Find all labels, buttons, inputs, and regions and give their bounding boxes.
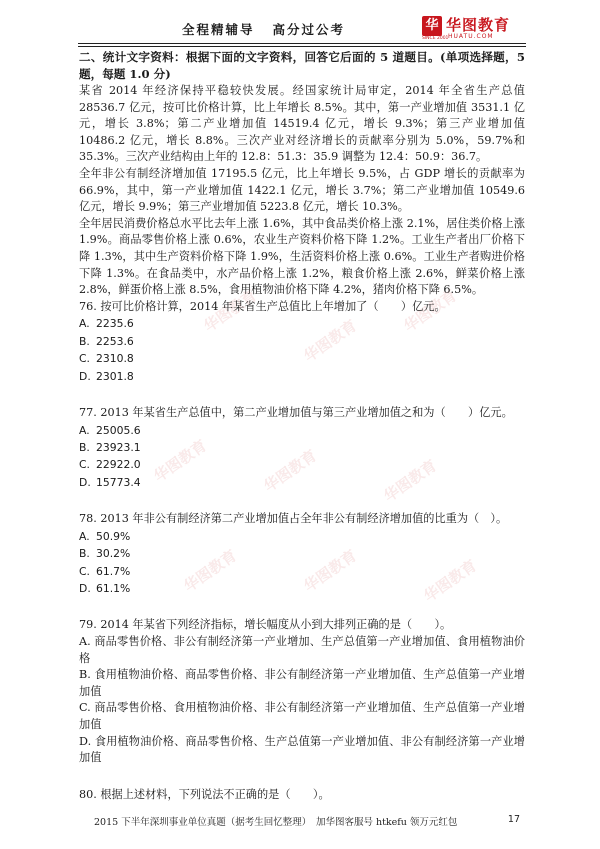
section-title: 二、统计文字资料：根据下面的文字资料，回答它后面的 5 道题目。(单项选择题，5 题，每题 1.0 分) xyxy=(79,50,525,81)
document-body xyxy=(79,49,525,803)
question-78-option-b: B. 30.2% xyxy=(79,547,131,561)
question-78-option-a: A. 50.9% xyxy=(79,529,131,543)
question-77-option-c: C. 22922.0 xyxy=(79,458,141,472)
huatu-logo xyxy=(422,14,526,42)
watermark: 华图教育 xyxy=(180,546,241,596)
question-77-option-b: B. 23923.1 xyxy=(79,440,141,454)
page-number: 17 xyxy=(507,814,520,825)
watermark: 华图教育 xyxy=(200,286,261,336)
question-76-option-a: A. 2235.6 xyxy=(79,317,134,331)
question-79-option-b: B. 食用植物油价格、商品零售价格、非公有制经济第一产业增加值、生产总值第一产业增加值 xyxy=(79,668,525,698)
header-slogan xyxy=(182,20,345,38)
logo-name: 华图教育 xyxy=(446,16,511,34)
header-divider xyxy=(78,43,526,44)
material-paragraph: 全年非公有制经济增加值 17195.5 亿元，比上年增长 9.5%，占 GDP 增长的贡献率为 66.9%，其中，第一产业增加值 1422.1 亿元，增长 3.7%；第二产业增加值 10549.6 亿元，增长 9.9%；第三产业增加值 5223.8 亿元，增长 10.3%。 xyxy=(79,166,525,214)
watermark: 华图教育 xyxy=(400,286,461,336)
watermark: 华图教育 xyxy=(150,436,211,486)
question-77-option-a: A. 25005.6 xyxy=(79,423,141,437)
question-78-option-d: D. 61.1% xyxy=(79,581,131,595)
question-78-option-c: C. 61.7% xyxy=(79,564,131,578)
footer-text: 2015 下半年深圳事业单位真题（据考生回忆整理） 加华图客服号 htkefu 领万元红包 xyxy=(94,817,458,828)
question-77-option-d: D. 15773.4 xyxy=(79,475,141,489)
question-76-option-b: B. 2253.6 xyxy=(79,334,134,348)
question-79-option-c: C. 商品零售价格、食用植物油价格、非公有制经济第一产业增加值、生产总值第一产业增加值 xyxy=(79,701,525,731)
watermark: 华图教育 xyxy=(260,446,321,496)
watermark: 华图教育 xyxy=(300,546,361,596)
question-79-option-a: A. 商品零售价格、非公有制经济第一产业增加、生产总值第一产业增加值、食用植物油价格 xyxy=(79,634,525,665)
logo-domain: HUATU.COM xyxy=(448,33,494,40)
logo-mark-icon: 华 xyxy=(422,16,442,36)
question-80-stem: 80. 根据上述材料，下列说法不正确的是（ ）。 xyxy=(79,787,330,801)
watermark: 华图教育 xyxy=(300,316,361,366)
header-divider-thin xyxy=(78,46,526,47)
question-77-stem: 77. 2013 年某省生产总值中，第二产业增加值与第三产业增加值之和为（ ）亿元。 xyxy=(79,405,513,419)
question-76-option-d: D. 2301.8 xyxy=(79,369,134,383)
watermark: 华图教育 xyxy=(380,456,441,506)
page-header xyxy=(78,14,526,42)
slogan-right: 高分过公考 xyxy=(272,22,346,37)
question-79-stem: 79. 2014 年某省下列经济指标，增长幅度从小到大排列正确的是（ ）。 xyxy=(79,618,452,632)
material-paragraph: 全年居民消费价格总水平比去年上涨 1.6%，其中食品类价格上涨 2.1%，居住类价格上涨 1.9%。商品零售价格上涨 0.6%，农业生产资料价格下降 1.2%。工业生产者出厂价格下降 1.3%，其中生产资料价格下降 1.9%，生活资料价格上涨 0.6%。工业生产者购进价格下降 1.3%。在食品类中，水产品价格上涨 1.2%，粮食价格上涨 2.6%，鲜菜价格上涨 2.8%，鲜蛋价格上涨 8.5%，食用植物油价格下降 4.2%，猪肉价格下降 6.5%。 xyxy=(79,216,525,297)
question-76-option-c: C. 2310.8 xyxy=(79,352,134,366)
material-paragraph: 某省 2014 年经济保持平稳较快发展。经国家统计局审定，2014 年全省生产总值 28536.7 亿元，按可比价格计算，比上年增长 8.5%。其中，第一产业增加值 3531.1 亿元，增长 3.8%；第二产业增加值 14519.4 亿元，增长 9.3%；第三产业增加值 10486.2 亿元，增长 8.8%。三次产业对经济增长的贡献率分别为 5.0%，59.7%和 35.3%。三次产业结构由上年的 12.8：51.3：35.9 调整为 12.4：50.9：36.7。 xyxy=(79,84,525,164)
question-76-stem: 76. 按可比价格计算，2014 年某省生产总值比上年增加了（ ）亿元。 xyxy=(79,299,446,313)
question-79-option-d: D. 食用植物油价格、商品零售价格、生产总值第一产业增加值、非公有制经济第一产业增加值 xyxy=(79,734,525,765)
question-78-stem: 78. 2013 年非公有制经济第二产业增加值占全年非公有制经济增加值的比重为（ ）。 xyxy=(79,512,508,526)
logo-since: SINCE 2001 xyxy=(422,36,449,41)
slogan-left: 全程精辅导 xyxy=(182,22,255,37)
watermark: 华图教育 xyxy=(420,556,481,606)
